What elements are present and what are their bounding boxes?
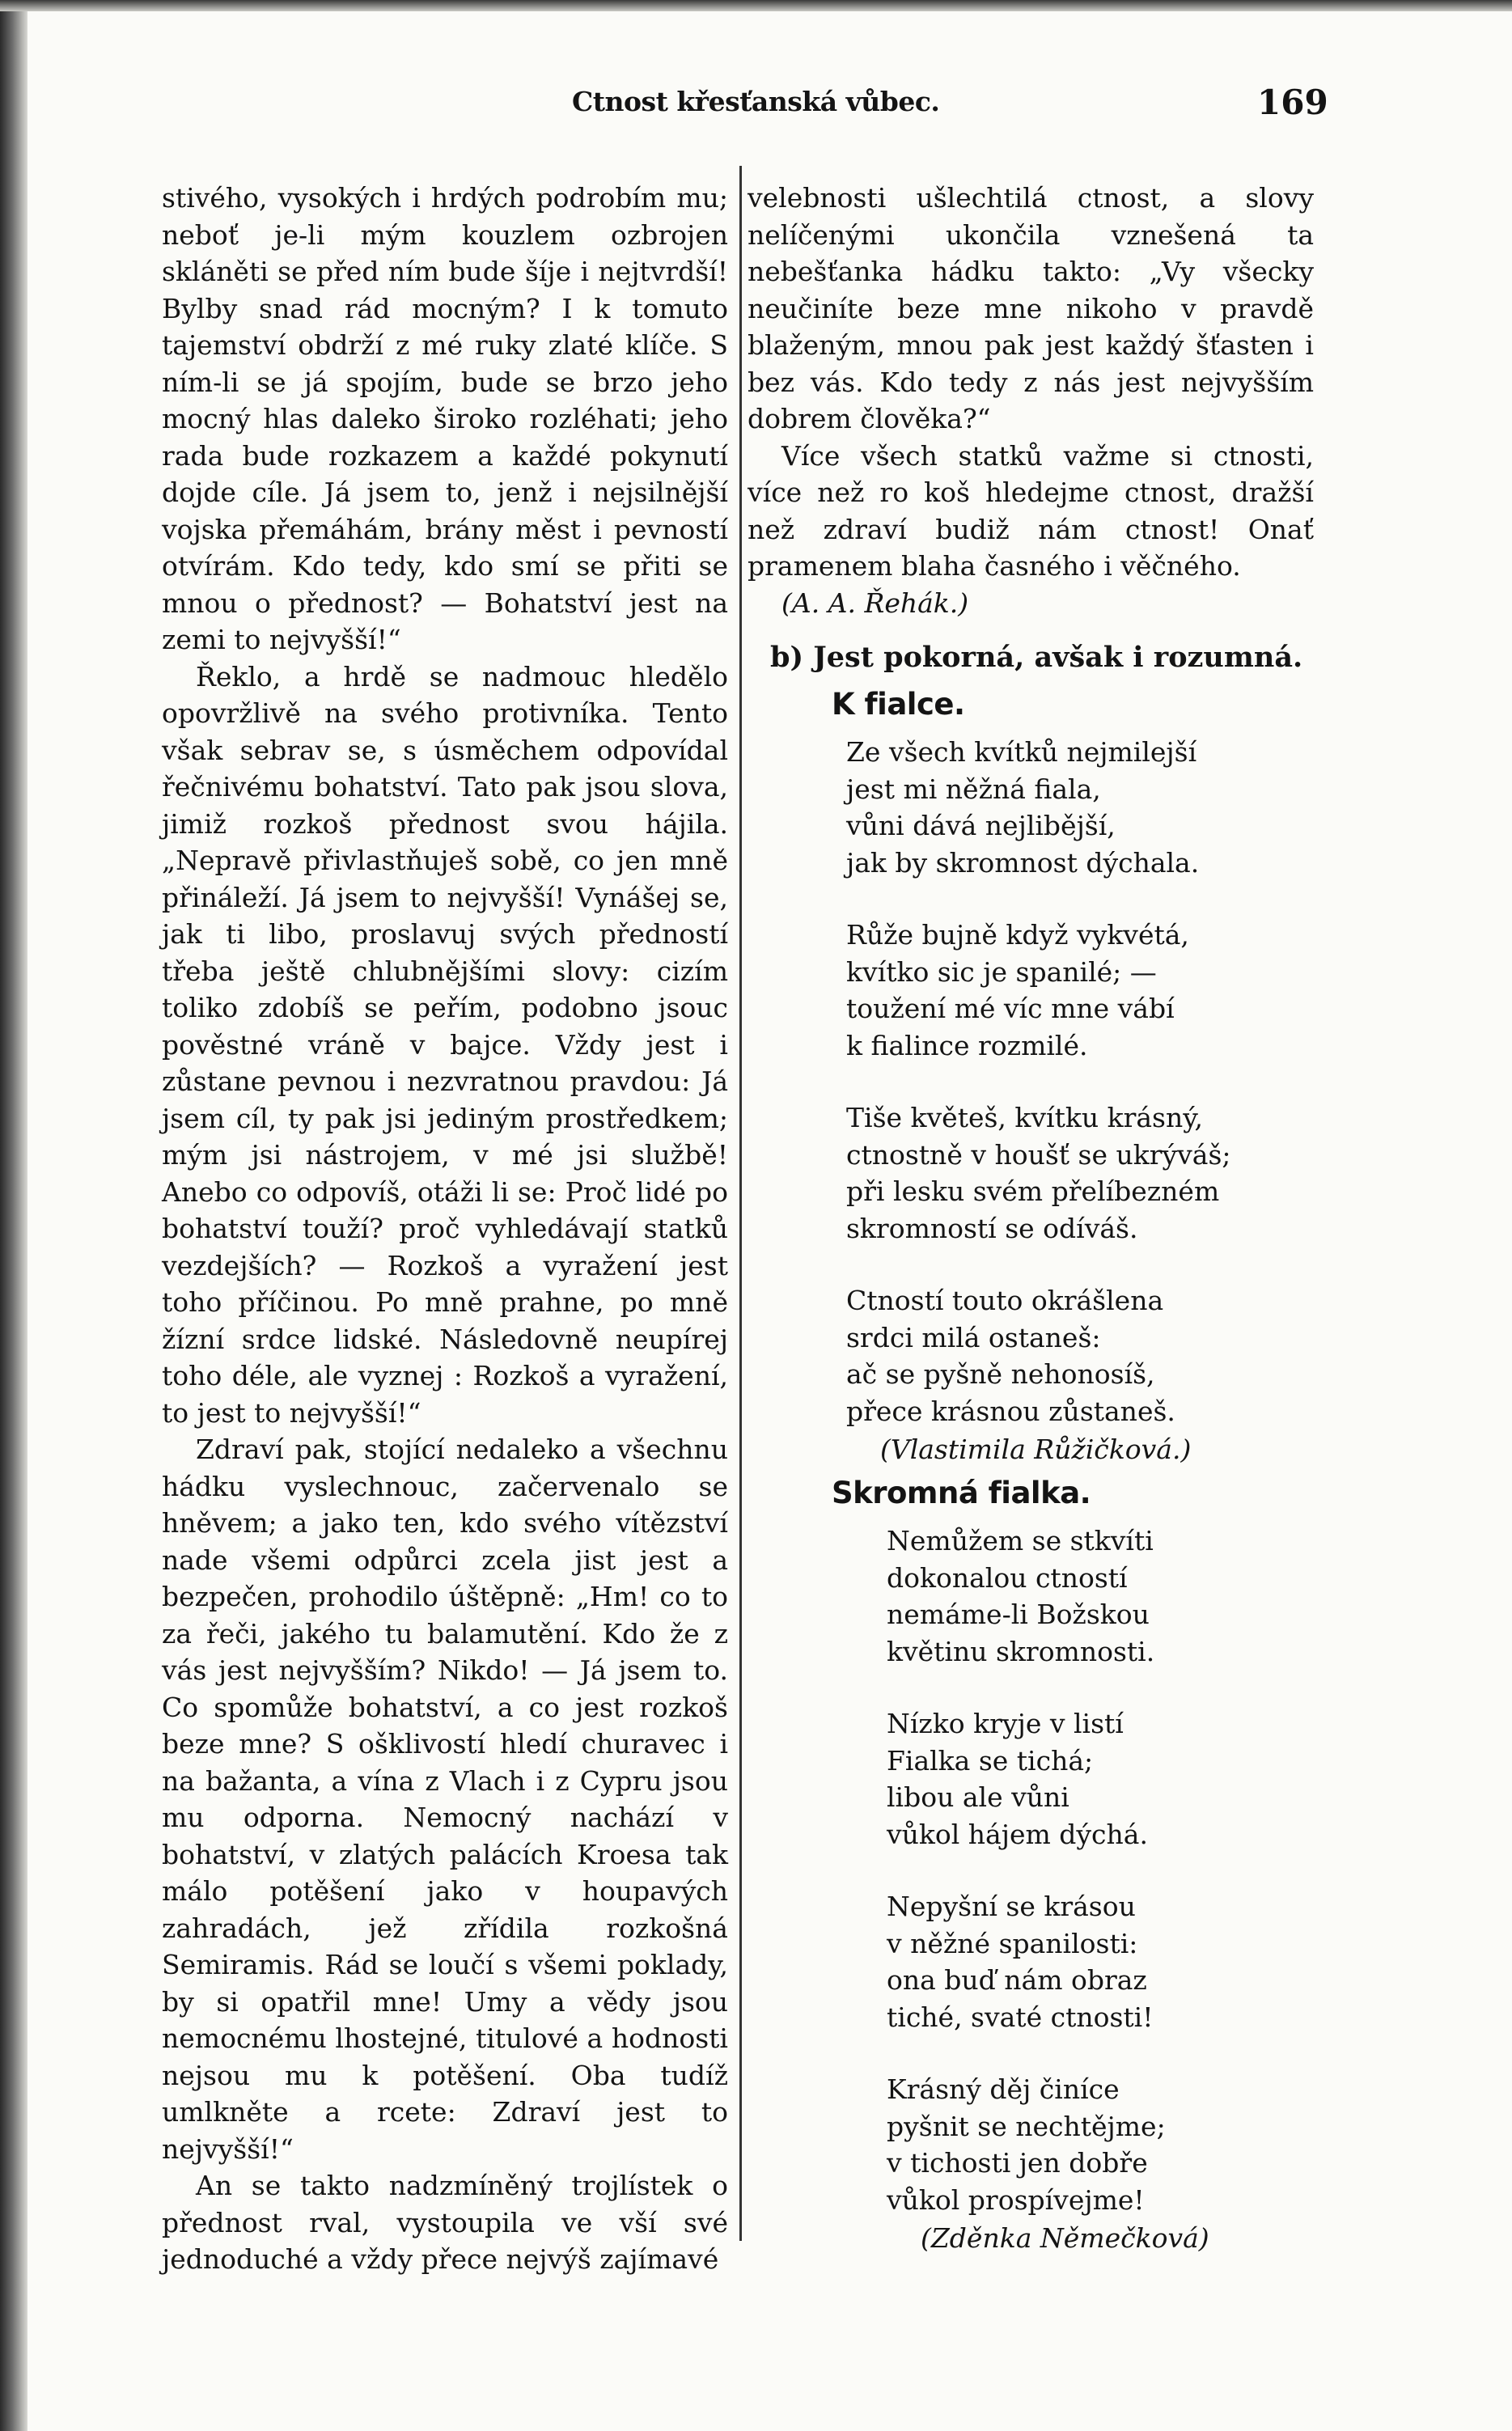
poem-skromna-fialka [887,1523,1314,2257]
poem-stanza [887,1523,1314,1670]
paragraph-attribution: (A. A. Řehák.) [781,587,969,619]
poem-stanza [887,2071,1314,2218]
poem-attribution: (Zděnka Němečková) [921,2222,1209,2254]
poem-title-skromna-fialka: Skromná fialka. [832,1475,1091,1510]
poem-k-fialce [846,734,1314,1468]
running-title: Ctnost křesťanská vůbec. [572,86,940,117]
poem-line: toužení mé víc mne vábí [846,993,1175,1024]
poem-stanza [887,1888,1314,2035]
poem-line: srdci milá ostaneš: [846,1321,1101,1353]
poem-line: vůkol hájem dýchá. [887,1818,1148,1850]
poem-stanza [846,734,1314,881]
paragraph: velebnosti ušlechtilá ctnost, a slovy nelíčenými ukončila vznešená ta nebešťanka hádku takto: „Vy všecky neučiníte beze mne nikoho v pravdě blaženým, mnou pak jest každý šťasten i bez vás. Kdo tedy z nás jest nejvyšším dobrem člověka?“ [748,182,1314,434]
poem-line: Tiše květeš, kvítku krásný, [846,1102,1203,1133]
poem-line: vůkol prospívejme! [887,2183,1145,2216]
poem-line: v něžné spanilosti: [887,1927,1138,1959]
paragraph: Zdraví pak, stojící nedaleko a všechnu hádku vyslechnouc, začervenalo se hněvem; a jako ten, kdo svého vítězství nade všemi odpůrci zcela jist jest a bezpečen, prohodilo úštěpně: „Hm! co to za řeči, jakého tu balamutění. Kdo že z vás jest nejvyšším? Nikdo! — Já jsem to. Co spomůže bohatství, a co jest rozkoš beze mne? S ošklivostí hledí churavec i na bažanta, a vína z Vlach i z Cypru jsou mu odporna. Nemocný nachází v bohatství, v zlatých palácích Kroesa tak málo potěšení jako v houpavých zahradách, jež zřídila rozkošná Semiramis. Rád se loučí s všemi poklady, by si opatřil mne! Umy a vědy jsou nemocnému lhostejné, titulové a hodnosti nejsou mu k potěšení. Oba tudíž umlkněte a rcete: Zdraví jest to nejvyšší!“ [162,1434,728,2165]
poem-line: ctnostně v houšť se ukrýváš; [846,1138,1231,1171]
poem-line: v tichosti jen dobře [887,2147,1148,2179]
poem-line: Fialka se tichá; [887,1744,1094,1777]
poem-stanza [846,917,1314,1064]
poem-line: Nemůžem se stkvíti [887,1525,1154,1556]
poem-line: Nepyšní se krásou [887,1891,1136,1922]
left-column [162,180,728,2278]
poem-stanza [887,1705,1314,1853]
poem-line: květinu skromnosti. [887,1635,1155,1667]
poem-line: přece krásnou zůstaneš. [846,1395,1175,1427]
poem-stanza [846,1099,1314,1247]
poem-line: libou ale vůni [887,1781,1069,1813]
poem-stanza [846,1282,1314,1429]
poem-line: kvítko sic je spanilé; — [846,955,1157,988]
poem-line: dokonalou ctností [887,1561,1128,1594]
page-top-edge [0,0,1512,11]
paragraph: An se takto nadzmíněný trojlístek o přednost rval, vystoupila ve vší své jednoduché a vždy přece nejvýš zajímavé [162,2170,728,2275]
section-heading: b) Jest pokorná, avšak i rozumná. [770,641,1303,674]
poem-line: Ctností touto okrášlena [846,1285,1164,1316]
poem-line: vůni dává nejlibější, [846,810,1116,841]
poem-line: jak by skromnost dýchala. [846,846,1200,879]
poem-line: jest mi něžná fiala, [846,773,1101,805]
poem-line: k fialince rozmilé. [846,1029,1088,1061]
poem-line: Ze všech kvítků nejmilejší [846,736,1197,768]
poem-line: pyšnit se nechtějme; [887,2110,1166,2142]
paragraph: stivého, vysokých i hrdých podrobím mu; neboť je-li mým kouzlem ozbrojen skláněti se před ním bude šíje i nejtvrdší! Bylby snad rád mocným? I k tomuto tajemství obdrží z mé ruky zlaté klíče. S ním-li se já spojím, bude se brzo jeho mocný hlas daleko široko rozléhati; jeho rada bude rozkazem a každé pokynutí dojde cíle. Já jsem to, jenž i nejsilnější vojska přemáhám, brány měst i pevností otvírám. Kdo tedy, kdo smí se přiti se mnou o přednost? — Bohatství jest na zemi to nejvyšší!“ [162,182,728,655]
poem-line: Nízko kryje v listí [887,1708,1124,1739]
poem-line: ona buď nám obraz [887,1964,1147,1996]
poem-line: ač se pyšně nehonosíš, [846,1358,1155,1390]
paragraph: Více všech statků važme si ctnosti, více než ro koš hledejme ctnost, dražší než zdraví budiž nám ctnost! Onať pramenem blaha časného i věčného. [748,439,1314,582]
page-number: 169 [1257,83,1328,122]
poem-line: skromností se odíváš. [846,1212,1138,1244]
poem-line: Růže bujně když vykvétá, [846,919,1189,951]
poem-line: při lesku svém přelíbezném [846,1175,1220,1207]
poem-line: tiché, svaté ctnosti! [887,2001,1154,2033]
poem-line: nemáme-li Božskou [887,1599,1150,1630]
poem-title-k-fialce: K fialce. [832,686,965,722]
column-divider [739,166,742,2241]
page-binding-edge [0,0,28,2431]
poem-line: Krásný děj činíce [887,2073,1120,2105]
paragraph: Řeklo, a hrdě se nadmouc hledělo opovržlivě na svého protivníka. Tento však sebrav se, s úsměchem odpovídal řečnivému bohatství. Tato pak jsou slova, jimiž rozkoš přednost svou hájila. „Nepravě přivlastňuješ sobě, co jen mně přináleží. Já jsem to nejvyšší! Vynášej se, jak ti libo, proslavuj svých předností třeba ještě chlubnějšími slovy: cizím toliko zdobíš se peřím, podobno jsouc pověstné vráně v bajce. Vždy jest i zůstane pevnou i nezvratnou pravdou: Já jsem cíl, ty pak jsi jediným prostředkem; mým jsi nástrojem, v mé jsi službě! Anebo co odpovíš, otáži li se: Proč lidé po bohatství touží? proč vyhledávají statků vezdejších? — Rozkoš a vyražení jest toho příčinou. Po mně prahne, po mně žízní srdce lidské. Následovně neupírej toho déle, ale vyznej : Rozkoš a vyražení, to jest to nejvyšší!“ [162,660,728,1429]
right-column [748,180,1314,2257]
poem-attribution: (Vlastimila Růžičková.) [880,1434,1192,1465]
